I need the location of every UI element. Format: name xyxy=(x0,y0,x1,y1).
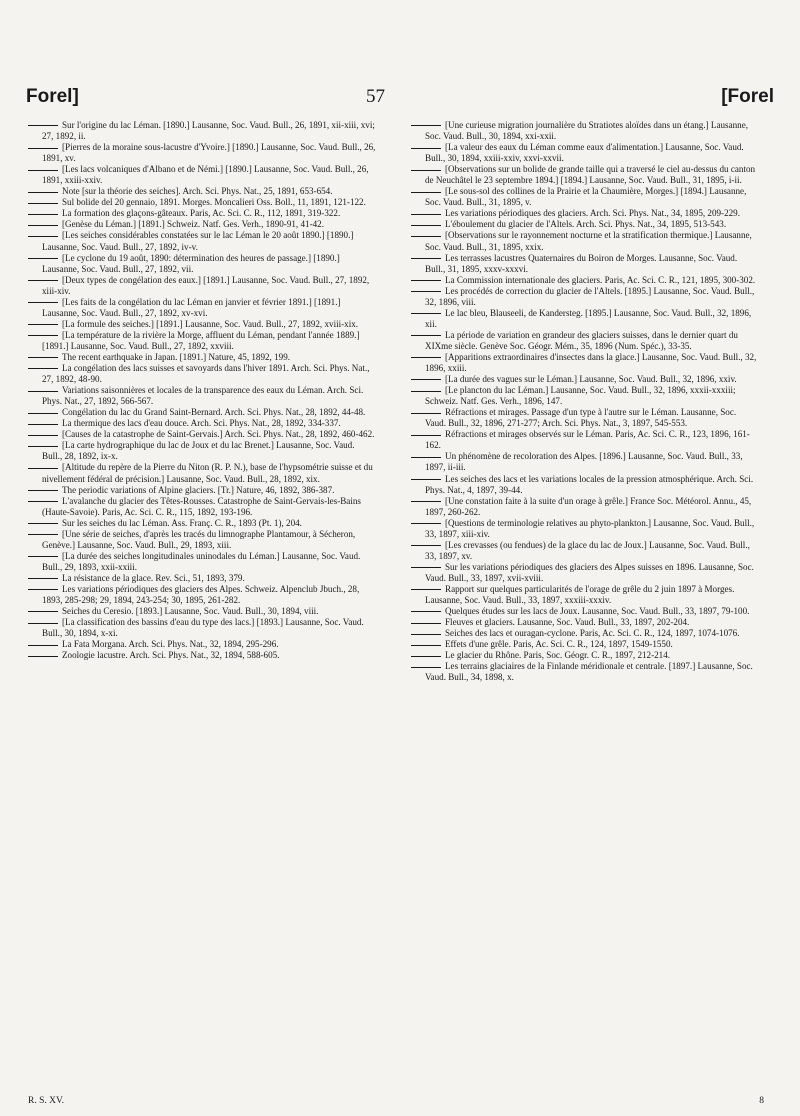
bibliography-entry xyxy=(411,230,759,252)
bibliography-entry xyxy=(411,142,759,164)
entry-text: Seiches des lacs et ouragan-cyclone. Paris, Ac. Sci. C. R., 124, 1897, 1074-1076. xyxy=(445,628,740,639)
bibliography-entry xyxy=(28,573,376,584)
entry-text: La congélation des lacs suisses et savoyards dans l'hiver 1891. Arch. Sci. Phys. Nat., 27, 1892, 48-90. xyxy=(42,363,370,385)
author-repeat-dash xyxy=(28,490,58,491)
bibliography-entry xyxy=(411,628,759,639)
bibliography-entry xyxy=(28,429,376,440)
author-repeat-dash xyxy=(411,170,441,171)
entry-text: [Les crevasses (ou fendues) de la glace du lac de Joux.] Lausanne, Soc. Vaud. Bull., 33, 1897, xv. xyxy=(425,539,750,561)
entry-text: [La carte hydrographique du lac de Joux et du lac Brenet.] Lausanne, Soc. Vaud. Bull., 28, 1892, ix-x. xyxy=(42,440,355,462)
author-repeat-dash xyxy=(411,214,441,215)
author-repeat-dash xyxy=(28,214,58,215)
author-repeat-dash xyxy=(411,335,441,336)
bibliography-entry xyxy=(411,253,759,275)
entry-text: [La température de la rivière la Morge, affluent du Léman, pendant l'année 1889.] [1891.] Lausanne, Soc. Vaud. Bull., 27, 1892, xxviii. xyxy=(42,329,360,351)
bibliography-entry xyxy=(411,540,759,562)
author-repeat-dash xyxy=(28,645,58,646)
bibliography-entry xyxy=(28,230,376,252)
entry-text: Note [sur la théorie des seiches]. Arch. Sci. Phys. Nat., 25, 1891, 653-654. xyxy=(62,186,333,197)
author-repeat-dash xyxy=(28,556,58,557)
bibliography-entry xyxy=(411,352,759,374)
gathering-number: 8 xyxy=(759,1096,764,1106)
author-repeat-dash xyxy=(411,291,441,292)
left-column xyxy=(28,120,376,661)
entry-text: [La durée des seiches longitudinales uninodales du Léman.] Lausanne, Soc. Vaud. Bull., 29, 1893, xxii-xxiii. xyxy=(42,550,361,572)
entry-text: [Genèse du Léman.] [1891.] Schweiz. Natf. Ges. Verh., 1890-91, 41-42. xyxy=(62,219,324,230)
bibliography-entry xyxy=(28,584,376,606)
author-repeat-dash xyxy=(28,446,58,447)
bibliography-entry xyxy=(28,330,376,352)
author-repeat-dash xyxy=(28,335,58,336)
entry-text: La Fata Morgana. Arch. Sci. Phys. Nat., 32, 1894, 295-296. xyxy=(62,639,279,650)
bibliography-entry xyxy=(28,407,376,418)
bibliography-entry xyxy=(28,462,376,484)
author-repeat-dash xyxy=(28,468,58,469)
bibliography-entry xyxy=(28,197,376,208)
bibliography-entry xyxy=(411,606,759,617)
bibliography-entry xyxy=(28,650,376,661)
bibliography-entry xyxy=(28,606,376,617)
entry-text: [Questions de terminologie relatives au phyto-plankton.] Lausanne, Soc. Vaud. Bull., 33, 1897, xiii-xiv. xyxy=(425,517,755,539)
bibliography-entry xyxy=(28,352,376,363)
entry-text: The periodic variations of Alpine glaciers. [Tr.] Nature, 46, 1892, 386-387. xyxy=(62,484,335,495)
entry-text: Effets d'une grêle. Paris, Ac. Sci. C. R., 124, 1897, 1549-1550. xyxy=(445,639,673,650)
entry-text: Congélation du lac du Grand Saint-Bernard. Arch. Sci. Phys. Nat., 28, 1892, 44-48. xyxy=(62,407,366,418)
bibliography-entry xyxy=(28,319,376,330)
bibliography-entry xyxy=(28,186,376,197)
entry-text: Les terrasses lacustres Quaternaires du Boiron de Morges. Lausanne, Soc. Vaud. Bull., 31, 1895, xxxv-xxxvi. xyxy=(425,252,738,274)
bibliography-entry xyxy=(411,164,759,186)
entry-text: Sur les variations périodiques des glaciers des Alpes suisses en 1896. Lausanne, Soc. Vaud. Bull., 33, 1897, xvii-xviii. xyxy=(425,561,754,583)
bibliography-entry xyxy=(411,474,759,496)
bibliography-entry xyxy=(28,418,376,429)
header-left: Forel] xyxy=(26,86,79,107)
entry-text: Fleuves et glaciers. Lausanne, Soc. Vaud. Bull., 33, 1897, 202-204. xyxy=(445,617,690,628)
author-repeat-dash xyxy=(411,667,441,668)
bibliography-entry xyxy=(411,451,759,473)
bibliography-entry xyxy=(28,297,376,319)
entry-text: L'éboulement du glacier de l'Altels. Arch. Sci. Phys. Nat., 34, 1895, 513-543. xyxy=(445,219,727,230)
entry-text: La période de variation en grandeur des glaciers suisses, dans le dernier quart du XIXme siècle. Genève Soc. Géogr. Mém., 35, 1896 (Num. Spéc.), 33-35. xyxy=(425,329,738,351)
bibliography-entry xyxy=(411,639,759,650)
entry-text: [Observations sur un bolide de grande taille qui a traversé le ciel au-dessus du canton de Neuchâtel le 23 septembre 1894.] [1894.] Lausanne, Soc. Vaud. Bull., 31, 1895, i-ii. xyxy=(425,164,756,186)
author-repeat-dash xyxy=(28,424,58,425)
entry-text: La formation des glaçons-gâteaux. Paris, Ac. Sci. C. R., 112, 1891, 319-322. xyxy=(62,208,341,219)
author-repeat-dash xyxy=(411,567,441,568)
bibliography-entry xyxy=(28,639,376,650)
entry-text: Sur l'origine du lac Léman. [1890.] Lausanne, Soc. Vaud. Bull., 26, 1891, xii-xiii, xvi; 27, 1892, ii. xyxy=(42,120,375,142)
entry-text: [Apparitions extraordinaires d'insectes dans la glace.] Lausanne, Soc. Vaud. Bull., 32, 1896, xxiii. xyxy=(425,351,757,374)
entry-text: L'avalanche du glacier des Têtes-Rousses. Catastrophe de Saint-Gervais-les-Bains (Haute-Savoie). Paris, Ac. Sci. C. R., 115, 1892, 193-196. xyxy=(42,495,361,517)
bibliography-entry xyxy=(411,308,759,330)
entry-text: [Deux types de congélation des eaux.] [1891.] Lausanne, Soc. Vaud. Bull., 27, 1892, xiii-xiv. xyxy=(42,274,370,296)
author-repeat-dash xyxy=(28,435,58,436)
entry-text: [Le sous-sol des collines de la Prairie et la Chaumière, Morges.] [1894.] Lausanne, Soc. Vaud. Bull., 31, 1895, v. xyxy=(425,186,747,208)
author-repeat-dash xyxy=(28,656,58,657)
signature-mark: R. S. XV. xyxy=(28,1096,64,1106)
bibliography-entry xyxy=(28,518,376,529)
author-repeat-dash xyxy=(28,413,58,414)
author-repeat-dash xyxy=(28,170,58,171)
author-repeat-dash xyxy=(28,623,58,624)
bibliography-entry xyxy=(411,374,759,385)
author-repeat-dash xyxy=(28,280,58,281)
entry-text: Les procédés de correction du glacier de l'Altels. [1895.] Lausanne, Soc. Vaud. Bull., 32, 1896, viii. xyxy=(425,285,755,307)
bibliography-entry xyxy=(28,617,376,639)
bibliography-entry xyxy=(28,219,376,230)
bibliography-entry xyxy=(28,385,376,407)
author-repeat-dash xyxy=(28,203,58,204)
entry-text: [Une constation faite à la suite d'un orage à grêle.] France Soc. Météorol. Annu., 45, 1897, 260-262. xyxy=(425,495,752,517)
bibliography-entry xyxy=(28,485,376,496)
entry-text: [Pierres de la moraine sous-lacustre d'Yvoire.] [1890.] Lausanne, Soc. Vaud. Bull., 26, 1891, xv. xyxy=(42,142,376,164)
author-repeat-dash xyxy=(28,357,58,358)
bibliography-entry xyxy=(411,661,759,683)
author-repeat-dash xyxy=(28,225,58,226)
author-repeat-dash xyxy=(28,611,58,612)
bibliography-entry xyxy=(411,584,759,606)
entry-text: Seiches du Ceresio. [1893.] Lausanne, Soc. Vaud. Bull., 30, 1894, viii. xyxy=(62,606,319,617)
author-repeat-dash xyxy=(28,391,58,392)
author-repeat-dash xyxy=(411,645,441,646)
author-repeat-dash xyxy=(411,225,441,226)
bibliography-entry xyxy=(28,440,376,462)
entry-text: Réfractions et mirages. Passage d'un type à l'autre sur le Léman. Lausanne, Soc. Vaud. Bull., 32, 1896, 271-277; Arch. Sci. Phys. Nat., 3, 1897, 545-553. xyxy=(425,407,737,429)
entry-text: La résistance de la glace. Rev. Sci., 51, 1893, 379. xyxy=(62,572,245,583)
bibliography-entry xyxy=(411,429,759,451)
entry-text: Les terrains glaciaires de la Finlande méridionale et centrale. [1897.] Lausanne, Soc. Vaud. Bull., 34, 1898, x. xyxy=(425,661,753,683)
bibliography-entry xyxy=(28,120,376,142)
entry-text: Zoologie lacustre. Arch. Sci. Phys. Nat., 32, 1894, 588-605. xyxy=(62,650,280,661)
bibliography-entry xyxy=(28,142,376,164)
entry-text: Les variations périodiques des glaciers. Arch. Sci. Phys. Nat., 34, 1895, 209-229. xyxy=(445,208,740,219)
bibliography-entry xyxy=(411,385,759,407)
entry-text: Quelques études sur les lacs de Joux. Lausanne, Soc. Vaud. Bull., 33, 1897, 79-100. xyxy=(445,606,750,617)
entry-text: Un phénomène de recoloration des Alpes. [1896.] Lausanne, Soc. Vaud. Bull., 33, 1897, ii-iii. xyxy=(425,451,743,473)
bibliography-entry xyxy=(411,120,759,142)
author-repeat-dash xyxy=(411,435,441,436)
author-repeat-dash xyxy=(411,391,441,392)
author-repeat-dash xyxy=(411,457,441,458)
bibliography-entry xyxy=(411,286,759,308)
author-repeat-dash xyxy=(411,413,441,414)
bibliography-entry xyxy=(28,496,376,518)
entry-text: [Le plancton du lac Léman.] Lausanne, Soc. Vaud. Bull., 32, 1896, xxxii-xxxiii; Schweiz. Natf. Ges. Verh., 1896, 147. xyxy=(425,385,736,407)
entry-text: [La durée des vagues sur le Léman.] Lausanne, Soc. Vaud. Bull., 32, 1896, xxiv. xyxy=(445,374,737,385)
entry-text: La Commission internationale des glaciers. Paris, Ac. Sci. C. R., 121, 1895, 300-302. xyxy=(445,274,756,285)
author-repeat-dash xyxy=(411,258,441,259)
author-repeat-dash xyxy=(411,523,441,524)
author-repeat-dash xyxy=(411,280,441,281)
bibliography-entry xyxy=(411,562,759,584)
bibliography-entry xyxy=(28,208,376,219)
entry-text: [Altitude du repère de la Pierre du Niton (R. P. N.), base de l'hypsométrie suisse et du nivellement fédéral de précision.] Lausanne, Soc. Vaud. Bull., 28, 1892, xix. xyxy=(42,462,373,484)
author-repeat-dash xyxy=(411,634,441,635)
bibliography-entry xyxy=(28,164,376,186)
entry-text: [La formule des seiches.] [1891.] Lausanne, Soc. Vaud. Bull., 27, 1892, xviii-xix. xyxy=(62,318,359,329)
bibliography-entry xyxy=(411,219,759,230)
entry-text: Les variations périodiques des glaciers des Alpes. Schweiz. Alpenclub Jbuch., 28, 1893, 285-298; 29, 1894, 243-254; 30, 1895, 261-282. xyxy=(42,583,360,606)
entry-text: [La valeur des eaux du Léman comme eaux d'alimentation.] Lausanne, Soc. Vaud. Bull., 30, 1894, xxiii-xxiv, xxvi-xxvii. xyxy=(425,142,744,164)
entry-text: Sur les seiches du lac Léman. Ass. Franç. C. R., 1893 (Pt. 1), 204. xyxy=(62,517,302,528)
page-footer xyxy=(28,1096,772,1110)
author-repeat-dash xyxy=(28,148,58,149)
author-repeat-dash xyxy=(28,589,58,590)
entry-text: [Les lacs volcaniques d'Albano et de Némi.] [1890.] Lausanne, Soc. Vaud. Bull., 26, 1891, xxiii-xxiv. xyxy=(42,164,369,186)
author-repeat-dash xyxy=(28,578,58,579)
entry-text: [Une série de seiches, d'après les tracés du limnographe Plantamour, à Sécheron, Genève.] Lausanne, Soc. Vaud. Bull., 29, 1893, xiii. xyxy=(42,528,356,550)
author-repeat-dash xyxy=(411,379,441,380)
author-repeat-dash xyxy=(411,192,441,193)
bibliography-entry xyxy=(28,275,376,297)
bibliography-entry xyxy=(411,186,759,208)
bibliography-entry xyxy=(411,208,759,219)
bibliography-entry xyxy=(411,275,759,286)
author-repeat-dash xyxy=(411,479,441,480)
author-repeat-dash xyxy=(28,258,58,259)
author-repeat-dash xyxy=(411,589,441,590)
entry-text: La thermique des lacs d'eau douce. Arch. Sci. Phys. Nat., 28, 1892, 334-337. xyxy=(62,418,341,429)
author-repeat-dash xyxy=(411,236,441,237)
author-repeat-dash xyxy=(28,324,58,325)
bibliography-entry xyxy=(411,330,759,352)
entry-text: [Observations sur le rayonnement nocturne et la stratification thermique.] Lausanne, Soc. Vaud. Bull., 31, 1895, xxix. xyxy=(425,230,752,252)
author-repeat-dash xyxy=(28,534,58,535)
entry-text: Le lac bleu, Blauseeli, de Kandersteg. [1895.] Lausanne, Soc. Vaud. Bull., 32, 1896, xii. xyxy=(425,307,752,329)
right-column xyxy=(411,120,759,683)
header-right: [Forel xyxy=(721,86,774,107)
author-repeat-dash xyxy=(28,501,58,502)
bibliography-entry xyxy=(411,650,759,661)
author-repeat-dash xyxy=(28,302,58,303)
author-repeat-dash xyxy=(28,523,58,524)
author-repeat-dash xyxy=(411,125,441,126)
author-repeat-dash xyxy=(411,357,441,358)
author-repeat-dash xyxy=(28,125,58,126)
entry-text: [Le cyclone du 19 août, 1890: détermination des heures de passage.] [1890.] Lausanne, Soc. Vaud. Bull., 27, 1892, vii. xyxy=(42,252,340,274)
entry-text: Sul bolide del 20 gennaio, 1891. Morges. Moncalieri Oss. Boll., 11, 1891, 121-122. xyxy=(62,197,366,208)
bibliography-entry xyxy=(28,253,376,275)
author-repeat-dash xyxy=(28,192,58,193)
entry-text: [Une curieuse migration journalière du Stratiotes aloïdes dans un étang.] Lausanne, Soc. Vaud. Bull., 30, 1894, xxi-xxii. xyxy=(425,120,749,142)
entry-text: Variations saisonnières et locales de la transparence des eaux du Léman. Arch. Sci. Phys. Nat., 27, 1892, 566-567. xyxy=(42,385,364,407)
entry-text: Réfractions et mirages observés sur le Léman. Paris, Ac. Sci. C. R., 123, 1896, 161-162. xyxy=(425,429,750,451)
author-repeat-dash xyxy=(28,236,58,237)
bibliography-entry xyxy=(28,529,376,551)
author-repeat-dash xyxy=(411,545,441,546)
bibliography-entry xyxy=(28,363,376,385)
author-repeat-dash xyxy=(411,611,441,612)
bibliography-entry xyxy=(28,551,376,573)
bibliography-entry xyxy=(411,518,759,540)
author-repeat-dash xyxy=(411,656,441,657)
author-repeat-dash xyxy=(411,501,441,502)
page-number: 57 xyxy=(366,86,385,107)
running-header xyxy=(26,86,774,110)
author-repeat-dash xyxy=(411,148,441,149)
entry-text: Rapport sur quelques particularités de l'orage de grêle du 2 juin 1897 à Morges. Lausanne, Soc. Vaud. Bull., 33, 1897, xxxiii-xxxiv. xyxy=(425,583,735,606)
bibliography-entry xyxy=(411,407,759,429)
entry-text: [La classification des bassins d'eau du type des lacs.] [1893.] Lausanne, Soc. Vaud. Bull., 30, 1894, x-xi. xyxy=(42,617,364,639)
entry-text: The recent earthquake in Japan. [1891.] Nature, 45, 1892, 199. xyxy=(62,351,291,362)
bibliography-entry xyxy=(411,617,759,628)
entry-text: [Causes de la catastrophe de Saint-Gervais.] Arch. Sci. Phys. Nat., 28, 1892, 460-462. xyxy=(62,429,375,440)
author-repeat-dash xyxy=(28,368,58,369)
entry-text: [Les faits de la congélation du lac Léman en janvier et février 1891.] [1891.] Lausanne, Soc. Vaud. Bull., 27, 1892, xv-xvi. xyxy=(42,296,341,318)
author-repeat-dash xyxy=(411,313,441,314)
bibliography-entry xyxy=(411,496,759,518)
entry-text: Les seiches des lacs et les variations locales de la pression atmosphérique. Arch. Sci. Phys. Nat., 4, 1897, 39-44. xyxy=(425,473,754,495)
entry-text: [Les seiches considérables constatées sur le lac Léman le 20 août 1890.] [1890.] Lausanne, Soc. Vaud. Bull., 27, 1892, iv-v. xyxy=(42,230,354,252)
entry-text: Le glacier du Rhône. Paris, Soc. Géogr. C. R., 1897, 212-214. xyxy=(445,650,671,661)
author-repeat-dash xyxy=(411,623,441,624)
